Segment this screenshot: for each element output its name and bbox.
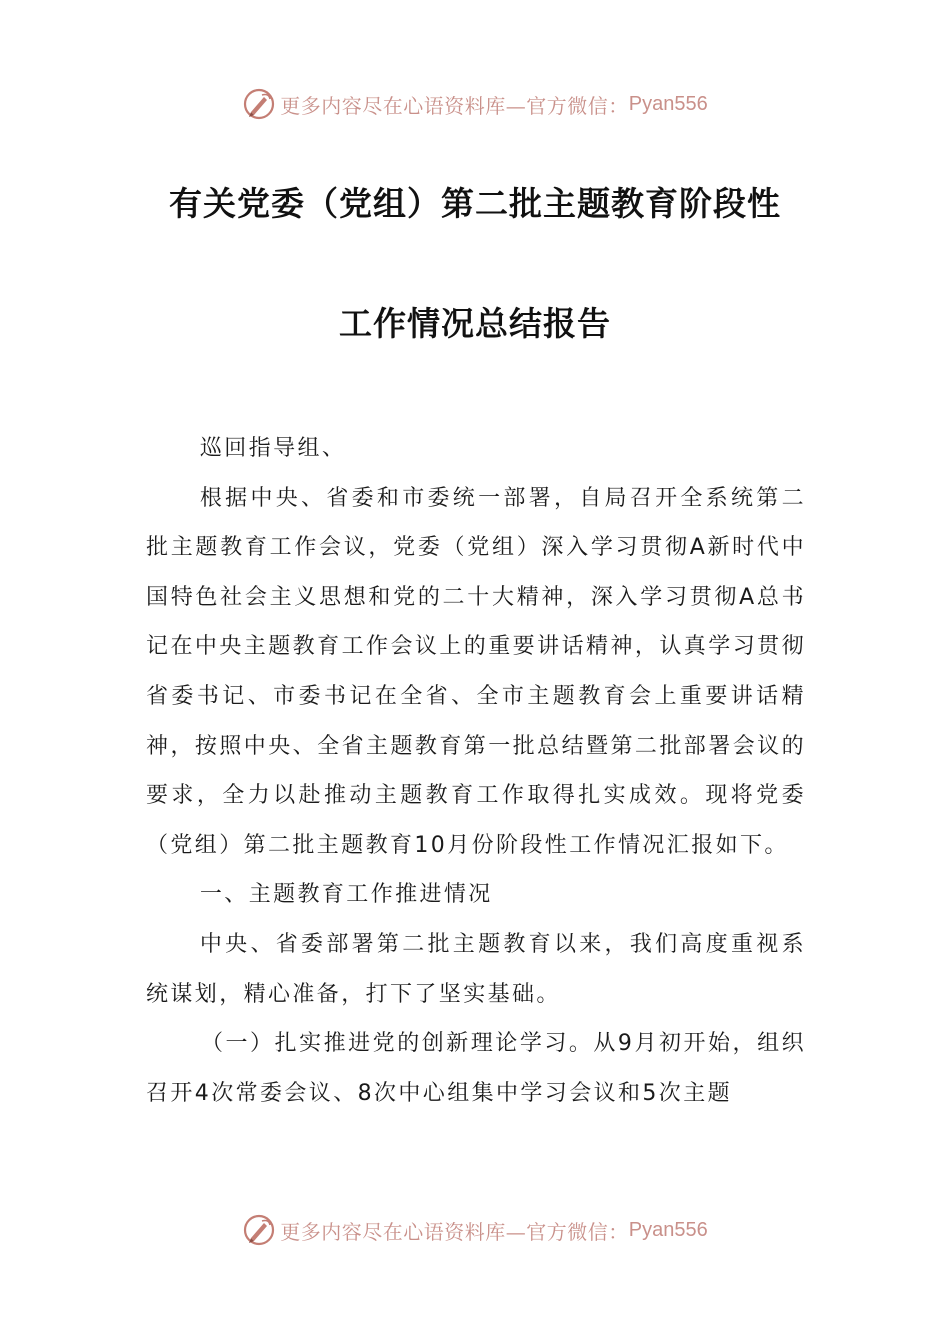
document-body bbox=[146, 424, 806, 1118]
watermark-text: 更多内容尽在心语资料库—官方微信： bbox=[280, 1219, 629, 1244]
pen-logo-icon bbox=[242, 1213, 276, 1247]
pen-logo-icon bbox=[242, 87, 276, 121]
watermark-text: 更多内容尽在心语资料库—官方微信： bbox=[280, 93, 629, 118]
greeting-line: 巡回指导组、 bbox=[199, 436, 347, 461]
paragraph-subsection-1: （一）扎实推进党的创新理论学习。从9月初开始，组织召开4次常委会议、8次中心组集中学习会议和5次主题 bbox=[146, 1031, 806, 1106]
watermark-wechat-id: Pyan556 bbox=[628, 1218, 708, 1241]
paragraph-intro: 根据中央、省委和市委统一部署，自局召开全系统第二批主题教育工作会议，党委（党组）深入学习贯彻A新时代中国特色社会主义思想和党的二十大精神，深入学习贯彻A总书记在中央主题教育工作会议上的重要讲话精神，认真学习贯彻省委书记、市委书记在全省、全市主题教育会上重要讲话精神，按照中央、全省主题教育第一批总结暨第二批部署会议的要求，全力以赴推动主题教育工作取得扎实成效。现将党委（党组）第二批主题教育10月份阶段性工作情况汇报如下。 bbox=[146, 485, 806, 858]
watermark-banner-top bbox=[0, 84, 950, 124]
document-title-line-1: 有关党委（党组）第二批主题教育阶段性 bbox=[169, 184, 781, 223]
paragraph-section-1: 中央、省委部署第二批主题教育以来，我们高度重视系统谋划，精心准备，打下了坚实基础。 bbox=[146, 931, 806, 1007]
watermark-wechat-id: Pyan556 bbox=[628, 92, 708, 115]
watermark-banner-bottom bbox=[0, 1210, 950, 1250]
section-heading-1: 一、主题教育工作推进情况 bbox=[199, 882, 493, 908]
document-title-line-2: 工作情况总结报告 bbox=[339, 304, 611, 343]
